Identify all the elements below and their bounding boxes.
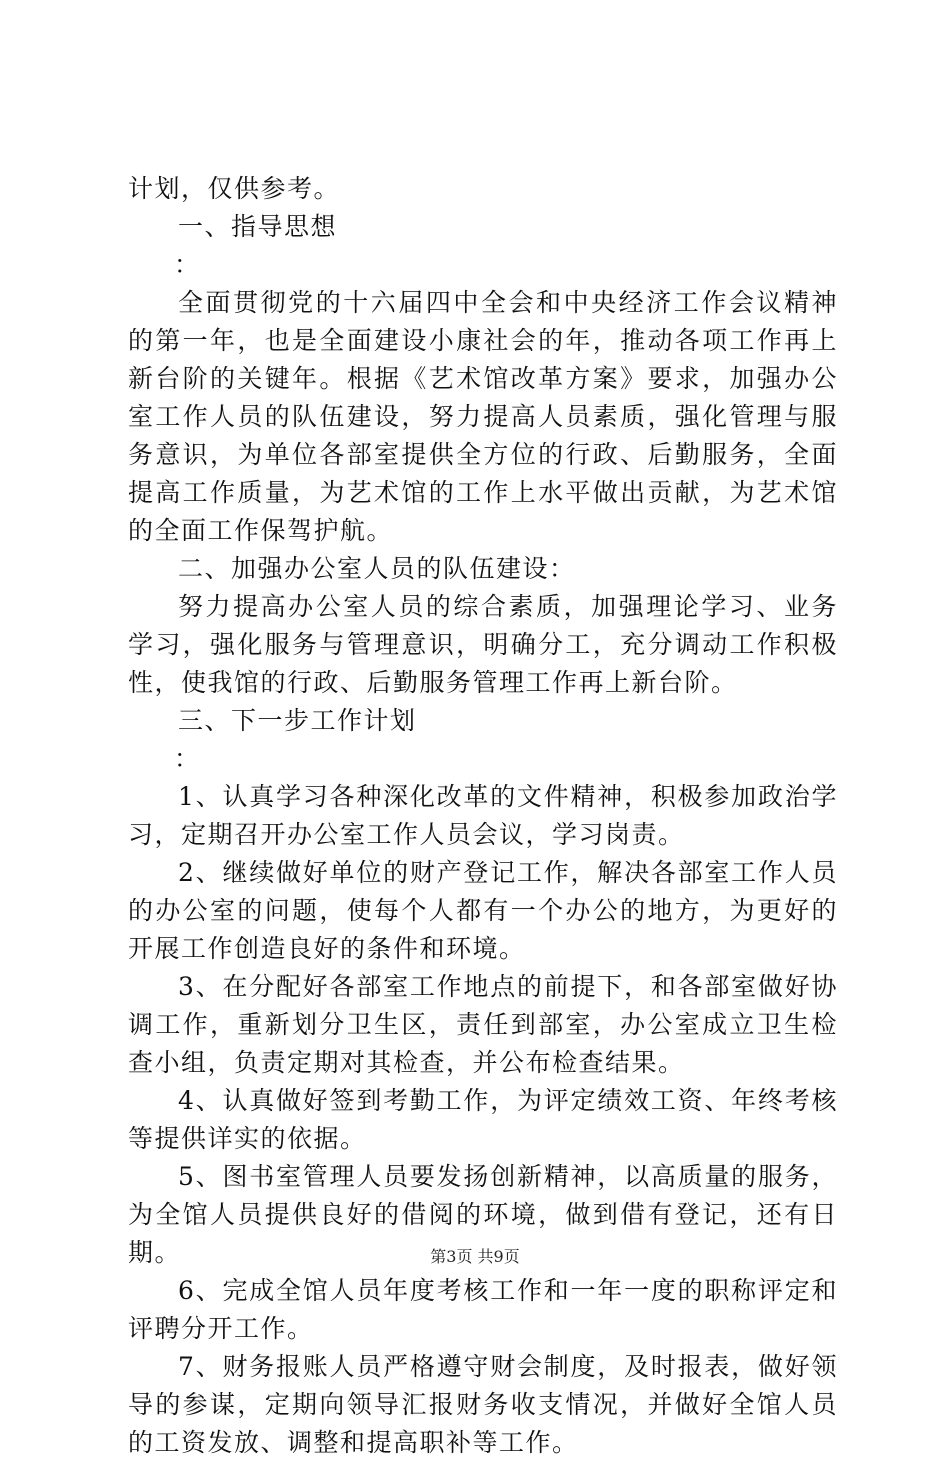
colon-line: ：: [174, 744, 201, 773]
list-item: 5、图书室管理人员要发扬创新精神，以高质量的服务，为全馆人员提供良好的借阅的环境，做到借有登记，还有日期。: [128, 1162, 838, 1267]
list-item: 4、认真做好签到考勤工作，为评定绩效工资、年终考核等提供详实的依据。: [128, 1086, 838, 1153]
section-heading-team-building: 二、加强办公室人员的队伍建设：: [178, 554, 576, 583]
section-heading-guiding-ideology: 一、指导思想: [178, 212, 338, 241]
page-number: 第3页 共9页: [430, 1247, 520, 1266]
paragraph: 计划，仅供参考。: [128, 174, 341, 203]
section-heading-next-plan: 三、下一步工作计划: [178, 706, 417, 735]
paragraph: 努力提高办公室人员的综合素质，加强理论学习、业务学习，强化服务与管理意识，明确分工，充分调动工作积极性，使我馆的行政、后勤服务管理工作再上新台阶。: [128, 592, 838, 697]
list-item: 7、财务报账人员严格遵守财会制度，及时报表，做好领导的参谋，定期向领导汇报财务收支情况，并做好全馆人员的工资发放、调整和提高职补等工作。: [128, 1352, 838, 1457]
list-item: 1、认真学习各种深化改革的文件精神，积极参加政治学习，定期召开办公室工作人员会议，学习岗责。: [128, 782, 838, 849]
colon-line: ：: [174, 250, 201, 279]
document-body: [128, 170, 838, 1462]
list-item: 2、继续做好单位的财产登记工作，解决各部室工作人员的办公室的问题，使每个人都有一个办公的地方，为更好的开展工作创造良好的条件和环境。: [128, 858, 838, 963]
list-item: 3、在分配好各部室工作地点的前提下，和各部室做好协调工作，重新划分卫生区，责任到部室，办公室成立卫生检查小组，负责定期对其检查，并公布检查结果。: [128, 972, 838, 1077]
paragraph: 全面贯彻党的十六届四中全会和中央经济工作会议精神的第一年，也是全面建设小康社会的年，推动各项工作再上新台阶的关键年。根据《艺术馆改革方案》要求，加强办公室工作人员的队伍建设，努力提高人员素质，强化管理与服务意识，为单位各部室提供全方位的行政、后勤服务，全面提高工作质量，为艺术馆的工作上水平做出贡献，为艺术馆的全面工作保驾护航。: [128, 288, 838, 545]
list-item: 6、完成全馆人员年度考核工作和一年一度的职称评定和评聘分开工作。: [128, 1276, 838, 1343]
